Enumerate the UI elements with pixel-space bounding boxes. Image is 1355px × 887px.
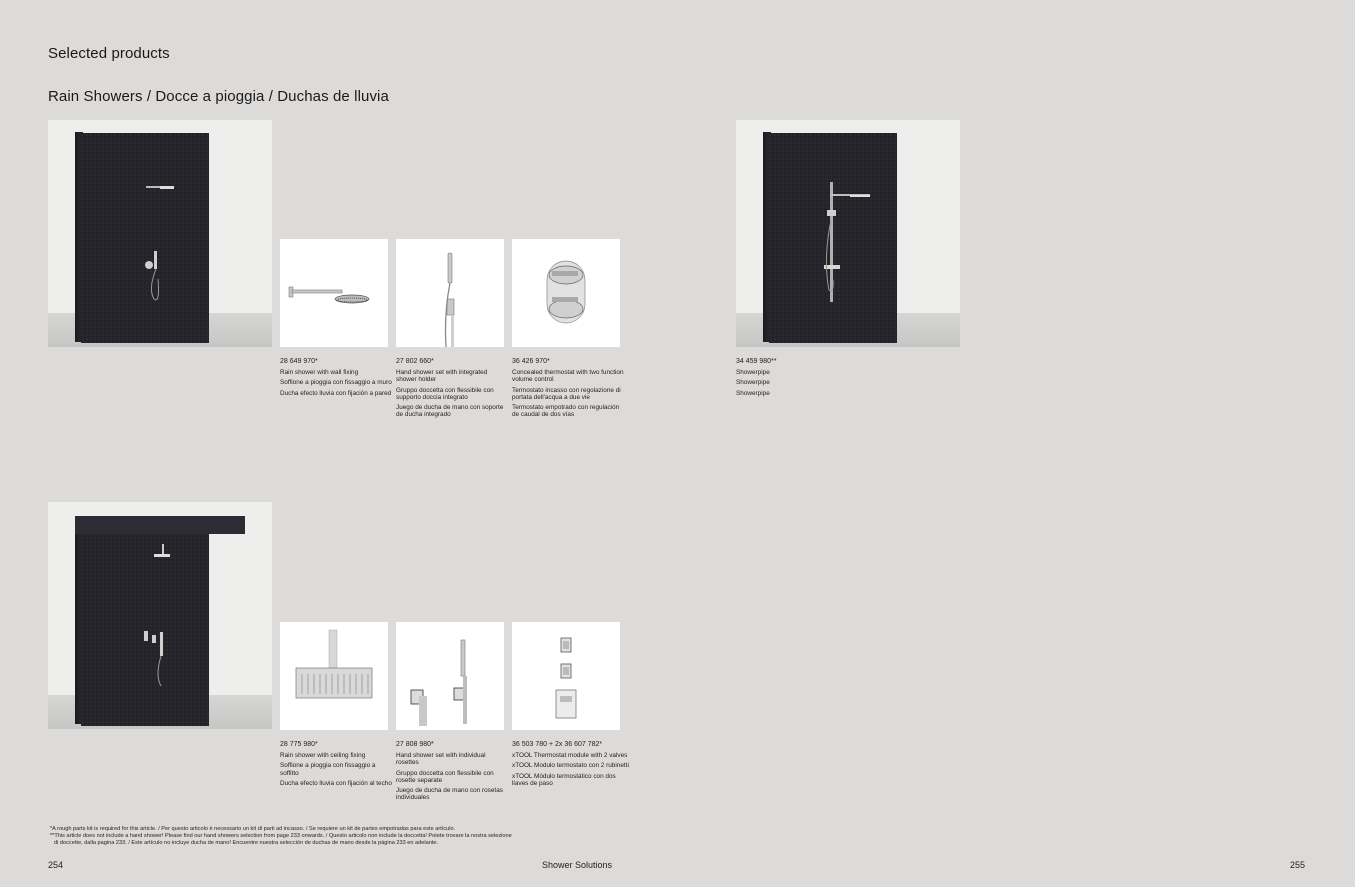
thumb-rain-shower-ceiling-fixing (280, 622, 388, 730)
desc-en: Rain shower with ceiling fixing (280, 752, 366, 760)
desc-es: Termostato empotrado con regulación de caudal de dos vías (512, 404, 620, 419)
desc-es: Juego de ducha de mano con rosetas individuales (396, 787, 503, 802)
product-code: 34 459 980** (736, 358, 777, 365)
desc-it: Soffione a pioggia con fissaggio a soffitto (280, 762, 376, 777)
desc-it: Gruppo doccetta con flessibile con supporto doccia integrato (396, 386, 494, 401)
product-code: 36 503 780 + 2x 36 607 782* (512, 741, 603, 748)
thumb-rain-shower-wall-fixing (280, 239, 388, 347)
footnote-no-hand-shower-cont: di doccette, dalla pagina 233. / Este artículo no incluye ducha de mano! Encuentre nuestra selección de duchas de mano desde la página 233 en adelante. (54, 840, 439, 847)
footer-section-title: Shower Solutions (542, 860, 613, 870)
desc-en: Hand shower set with integrated shower holder (396, 369, 488, 384)
desc-it: xTOOL Modulo termostato con 2 rubinetti (512, 762, 629, 770)
desc-it: Termostato incasso con regolazione di portata dell'acqua a due vie (512, 386, 621, 401)
photo-rain-shower-ceiling-installation (48, 502, 272, 729)
product-code: 27 802 660* (396, 358, 434, 365)
footnote-no-hand-shower: **This article does not include a hand shower! Please find our hand showers selection from page 233 onwards. / Questo articolo non include la doccetta! Potete trovare la nostra selezione (50, 833, 512, 840)
desc-es: xTOOL Módulo termostático con dos llaves de paso (512, 772, 616, 787)
product-code: 27 808 980* (396, 741, 434, 748)
desc-en: Concealed thermostat with two function volume control (512, 369, 624, 384)
product-info-36503780 (512, 741, 632, 790)
photo-rain-shower-wall-installation (48, 120, 272, 347)
desc-en: Rain shower with wall fixing (280, 369, 359, 377)
footnote-rough-parts: *A rough parts kit is required for this article. / Per questo articolo è necessario un kit di parti ad incasso. / Se requiere un kit de partes empotradas para este artículo. (50, 826, 456, 832)
section-heading: Rain Showers / Docce a pioggia / Duchas de lluvia (48, 88, 389, 105)
desc-es: Juego de ducha de mano con soporte de ducha integrado (396, 404, 504, 419)
thumb-xtool-thermostat-module (512, 622, 620, 730)
thumb-concealed-thermostat (512, 239, 620, 347)
page-title: Selected products (48, 45, 170, 62)
desc-es: Ducha efecto lluvia con fijación al techo (280, 779, 392, 787)
thumb-hand-shower-rosettes (396, 622, 504, 730)
shower-fixture-icon (48, 120, 272, 347)
product-info-34459980 (736, 358, 848, 400)
desc-it: Soffione a pioggia con fissaggio a muro (280, 379, 392, 387)
product-info-28649970 (280, 358, 392, 400)
thumb-hand-shower-set (396, 239, 504, 347)
desc-es: Ducha efecto lluvia con fijación a pared (280, 389, 392, 397)
ceiling-shower-icon (48, 502, 272, 729)
page-number-right: 255 (1290, 860, 1306, 870)
product-code: 36 426 970* (512, 358, 550, 365)
desc-it: Gruppo doccetta con flessibile con rosette separate (396, 769, 494, 784)
product-info-27808980 (396, 741, 508, 804)
product-info-36426970 (512, 358, 624, 421)
product-info-27802660 (396, 358, 508, 421)
product-code: 28 775 980* (280, 741, 318, 748)
desc-es: Showerpipe (736, 389, 770, 397)
desc-en: xTOOL Thermostat module with 2 valves (512, 752, 628, 760)
desc-en: Showerpipe (736, 369, 770, 377)
product-code: 28 649 970* (280, 358, 318, 365)
product-info-28775980 (280, 741, 392, 790)
footnotes (50, 826, 630, 848)
desc-it: Showerpipe (736, 379, 770, 387)
desc-en: Hand shower set with individual rosettes (396, 752, 486, 767)
page-number-left: 254 (48, 860, 64, 870)
showerpipe-icon (736, 120, 960, 347)
photo-showerpipe-installation (736, 120, 960, 347)
